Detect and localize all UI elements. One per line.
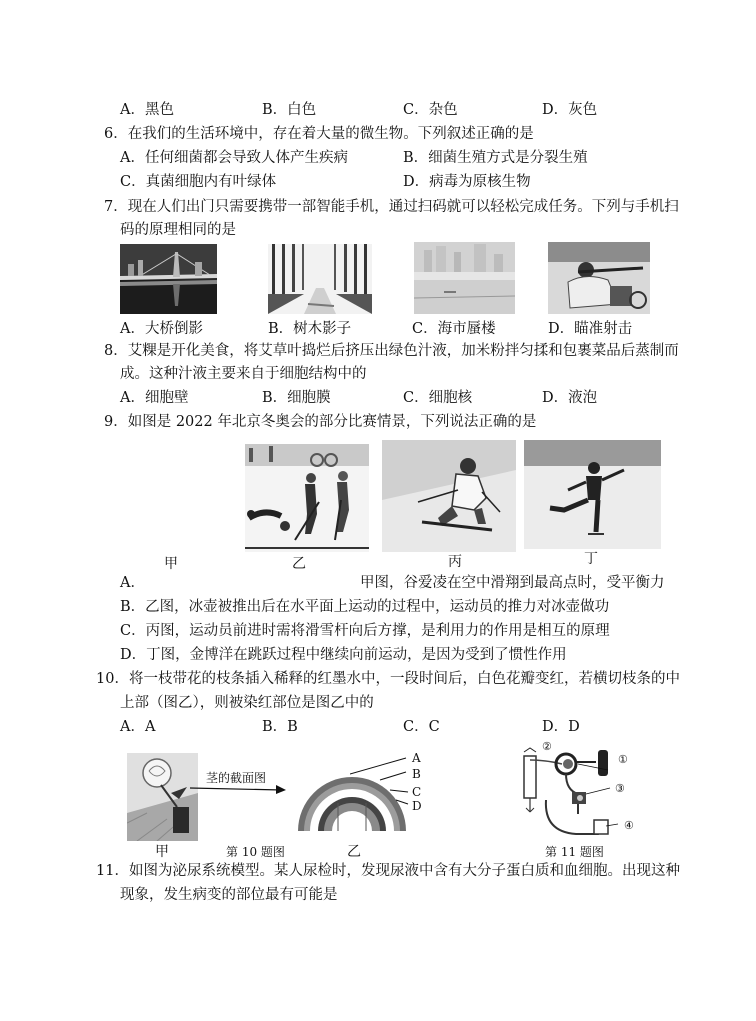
- q9-stem: 9．如图是 2022 年北京冬奥会的部分比赛情景，下列说法正确的是: [104, 414, 537, 430]
- q6-option-b: B．细菌生殖方式是分裂生殖: [403, 150, 588, 166]
- skiing-photo: [382, 440, 516, 552]
- q7-caption-a: A．大桥倒影: [120, 321, 203, 337]
- q10-option-c: C．C: [403, 719, 440, 735]
- q7-caption-b: B．树木影子: [268, 321, 352, 337]
- q10-part-b: B: [412, 767, 421, 781]
- q10-part-c: C: [412, 785, 422, 799]
- q10-caption: 第 10 题图: [226, 845, 285, 859]
- tree-shadow-photo: [268, 244, 372, 314]
- q10-stem-line2: 上部（图乙），则被染红部位是图乙中的: [120, 695, 374, 711]
- q9-label-yi: 乙: [292, 556, 306, 572]
- q11-marker-3: ③: [615, 782, 625, 795]
- q9-label-jia: 甲: [164, 556, 178, 572]
- q9-option-a-text: 甲图，谷爱凌在空中滑翔到最高点时，受平衡力: [360, 575, 665, 591]
- q10-arrow: [190, 778, 290, 798]
- q11-marker-2: ②: [542, 740, 552, 753]
- q11-caption: 第 11 题图: [545, 845, 604, 859]
- q10-stem-line1: 10．将一枝带花的枝条插入稀释的红墨水中，一段时间后，白色花瓣变红，若横切枝条的中: [96, 671, 680, 687]
- q10-option-b: B．B: [262, 719, 298, 735]
- q7-stem-line1: 7．现在人们出门只需要携带一部智能手机，通过扫码就可以轻松完成任务。下列与手机扫: [104, 199, 679, 215]
- figure-skating-photo: [524, 440, 661, 549]
- q9-option-c: C．丙图，运动员前进时需将滑雪杆向后方撑，是利用力的作用是相互的原理: [120, 623, 610, 639]
- flower-in-vase-photo: [127, 753, 198, 841]
- q7-caption-d: D．瞄准射击: [548, 321, 633, 337]
- q10-option-d: D．D: [542, 719, 580, 735]
- q10-arrow-label: 茎的截面图: [206, 771, 267, 785]
- q6-option-a: A．任何细菌都会导致人体产生疾病: [120, 150, 348, 166]
- q5-option-c: C．杂色: [403, 102, 458, 118]
- q9-option-d: D．丁图，金博洋在跳跃过程中继续向前运动，是因为受到了惯性作用: [120, 647, 567, 663]
- q9-label-ding: 丁: [584, 551, 598, 567]
- q11-stem-line2: 现象，发生病变的部位最有可能是: [120, 887, 338, 903]
- mirage-photo: [414, 242, 515, 314]
- q6-option-d: D．病毒为原核生物: [403, 174, 531, 190]
- q10-option-a: A．A: [120, 719, 156, 735]
- q9-label-bing: 丙: [448, 554, 462, 570]
- q7-stem-line2: 码的原理相同的是: [120, 222, 236, 238]
- bridge-reflection-photo: [120, 244, 217, 314]
- q8-option-a: A．细胞壁: [120, 390, 189, 406]
- q9-option-b: B．乙图，冰壶被推出后在水平面上运动的过程中，运动员的推力对冰壶做功: [120, 599, 610, 615]
- q8-option-c: C．细胞核: [403, 390, 473, 406]
- q11-marker-4: ④: [624, 819, 634, 832]
- q5-option-b: B．白色: [262, 102, 317, 118]
- curling-photo: [245, 444, 369, 552]
- q10-label-lines: [350, 752, 420, 816]
- q10-part-a: A: [412, 751, 421, 765]
- q10-part-d: D: [412, 799, 422, 813]
- q8-stem-line2: 成。这种汁液主要来自于细胞结构中的: [120, 366, 367, 382]
- q11-marker-1: ①: [618, 753, 628, 766]
- q7-caption-c: C．海市蜃楼: [412, 321, 496, 337]
- q6-stem: 6．在我们的生活环境中，存在着大量的微生物。下列叙述正确的是: [104, 126, 534, 142]
- q9-option-a-prefix: A．: [120, 575, 145, 591]
- shooting-photo: [548, 242, 650, 314]
- q8-stem-line1: 8．艾粿是开化美食，将艾草叶捣烂后挤压出绿色汁液，加米粉拌匀揉和包裹菜品后蒸制而: [104, 343, 679, 359]
- q8-option-d: D．液泡: [542, 390, 598, 406]
- q10-label-yi: 乙: [347, 844, 361, 860]
- q8-option-b: B．细胞膜: [262, 390, 331, 406]
- q6-option-c: C．真菌细胞内有叶绿体: [120, 174, 277, 190]
- q5-option-d: D．灰色: [542, 102, 598, 118]
- q10-label-jia: 甲: [155, 844, 169, 860]
- q11-stem-line1: 11．如图为泌尿系统模型。某人尿检时，发现尿液中含有大分子蛋白质和血细胞。出现这种: [96, 863, 680, 879]
- q5-option-a: A．黑色: [120, 102, 174, 118]
